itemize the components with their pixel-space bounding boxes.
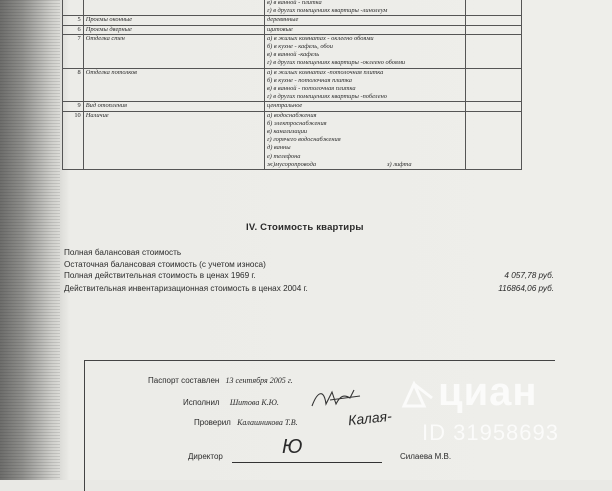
executor-line	[183, 398, 279, 407]
table-row	[63, 111, 522, 169]
row-number	[63, 0, 84, 16]
table-row	[63, 34, 522, 68]
row-number: 5	[63, 16, 84, 25]
row-value-line: г) в других помещениях квартиры -побелено	[266, 93, 387, 101]
row-value-line: б) электроснабжения	[266, 119, 327, 127]
row-tail-cell	[466, 25, 522, 34]
row-value-line: в) в ванной -кафель	[266, 51, 320, 59]
checked-line	[194, 418, 298, 427]
row-tail-cell	[466, 102, 522, 111]
director-name: Силаева М.В.	[400, 452, 452, 461]
row-values	[264, 34, 465, 68]
row-name: Вид отопления	[83, 102, 264, 111]
checked-signature: Калая-	[347, 407, 393, 429]
row-value-line: в) в ванной - плитка	[266, 0, 322, 6]
row-tail-cell	[466, 34, 522, 68]
row-name: Отделка стен	[83, 34, 264, 68]
row-values	[264, 0, 465, 16]
row-value-line: г) в других помещениях квартиры -оклеено обоями	[266, 59, 406, 67]
row-name: Проемы оконные	[83, 16, 264, 25]
row-value-extra: з) лифта	[386, 160, 412, 168]
director-signature: Ю	[282, 436, 303, 458]
row-number: 10	[63, 111, 84, 169]
row-name: Наличие	[83, 111, 264, 169]
apartment-spec-table	[62, 0, 522, 170]
compiled-date: 13 сентября 2005 г.	[225, 376, 293, 385]
director-label: Директор	[188, 452, 223, 461]
row-name: Проемы дверные	[83, 25, 264, 34]
row-value-line: центральное	[266, 102, 303, 110]
checked-name: Калашникова Т.В.	[237, 418, 298, 427]
section-title: IV. Стоимость квартиры	[246, 222, 364, 233]
cost-value-3: 4 057,78 руб.	[504, 271, 554, 280]
row-tail-cell	[466, 0, 522, 16]
cost-label-4: Действительная инвентаризационная стоимость в ценах 2004 г.	[64, 284, 308, 293]
cost-label-2: Остаточная балансовая стоимость (с учетом износа)	[64, 260, 266, 269]
executor-signature-icon	[310, 386, 370, 412]
row-value-line: д) ванны	[266, 144, 291, 152]
watermark-id: ID 31958693	[422, 420, 559, 445]
table-row	[63, 25, 522, 34]
compiled-line	[148, 376, 293, 385]
table-row	[63, 68, 522, 102]
executor-name: Шитова К.Ю.	[229, 398, 279, 407]
row-value-line: б) в кухне - кафель, обои	[266, 43, 333, 51]
compiled-label: Паспорт составлен	[148, 376, 220, 385]
cost-label-1: Полная балансовая стоимость	[64, 248, 182, 257]
row-value-line: а) водоснабжения	[266, 111, 317, 119]
table-row	[63, 102, 522, 111]
scan-margin-shadow	[0, 0, 60, 480]
row-tail-cell	[466, 111, 522, 169]
row-values	[264, 111, 465, 169]
row-name	[83, 0, 264, 16]
row-values	[264, 68, 465, 102]
cian-logo-icon	[400, 376, 436, 412]
cost-label-3: Полная действительная стоимость в ценах 1969 г.	[64, 271, 256, 280]
row-values	[264, 25, 465, 34]
row-number: 7	[63, 34, 84, 68]
checked-label: Проверил	[194, 418, 231, 427]
row-value-line: б) в кухне - потолочная плитка	[266, 76, 352, 84]
row-tail-cell	[466, 68, 522, 102]
row-values	[264, 16, 465, 25]
row-values	[264, 102, 465, 111]
row-number: 8	[63, 68, 84, 102]
row-value-line: ж)мусоропровода	[266, 160, 317, 168]
row-number: 9	[63, 102, 84, 111]
cian-watermark	[392, 370, 612, 460]
row-tail-cell	[466, 16, 522, 25]
row-value-line: в) в ванной - потолочная плитка	[266, 85, 356, 93]
row-value-line: а) в жилых комнатах -потолочная плитка	[266, 68, 384, 76]
row-value-line: г) в других помещениях квартиры -линолеум	[266, 7, 388, 15]
executor-label: Исполнил	[183, 398, 220, 407]
row-value-line: е) телефона	[266, 152, 301, 160]
row-number: 6	[63, 25, 84, 34]
watermark-logo-text: циан	[438, 370, 538, 414]
row-value-line: щитовые	[266, 25, 293, 33]
cost-value-4: 116864,06 руб.	[498, 284, 554, 293]
row-name: Отделка потолков	[83, 68, 264, 102]
row-value-line: деревянные	[266, 16, 299, 24]
row-value-line: в) канализации	[266, 128, 308, 136]
table-row	[63, 16, 522, 25]
row-value-line: а) в жилых комнатах - оклеено обоями	[266, 34, 374, 42]
table-row	[63, 0, 522, 16]
director-sign-line	[232, 462, 382, 463]
row-value-line: г) горячего водоснабжения	[266, 136, 341, 144]
